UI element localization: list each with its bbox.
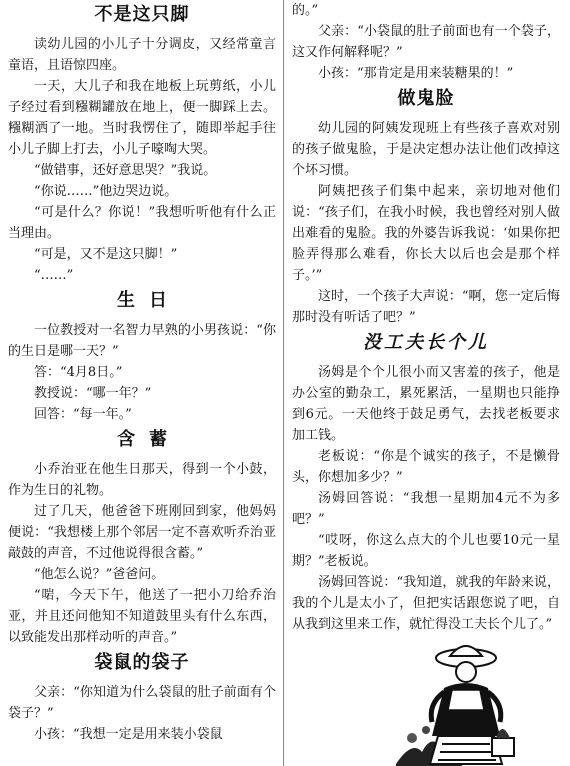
paragraph: 过了几天，他爸爸下班刚回到家，他妈妈便说：“我想楼上那个邻居一定不喜欢听乔治亚敲鼓的声音，不过他说得很含蓄。” — [8, 504, 276, 561]
paragraph: “可是什么？你说！”我想听听他有什么正当理由。 — [8, 205, 276, 241]
paragraph: “哎呀，你这么点大的个儿也要10元一星期？”老板说。 — [292, 533, 560, 569]
story-birthday — [8, 288, 276, 425]
paragraph: 幼儿园的阿姨发现班上有些孩子喜欢对别的孩子做鬼脸，于是决定想办法让他们改掉这个坏习惯。 — [292, 121, 560, 178]
woman-gardening-illustration-icon — [392, 640, 532, 766]
paragraph: 父亲：“小袋鼠的肚子前面也有一个袋子，这又作何解释呢？” — [292, 24, 560, 60]
paragraph: 小乔治亚在他生日那天，得到一个小鼓，作为生日的礼物。 — [8, 462, 276, 498]
left-column — [8, 0, 276, 766]
paragraph: 一位教授对一名智力早熟的小男孩说：“你的生日是哪一天？” — [8, 323, 276, 359]
paragraph: 父亲：“你知道为什么袋鼠的肚子前面有个袋子？” — [8, 685, 276, 721]
story-not-this-foot — [8, 2, 276, 286]
story-title: 不是这只脚 — [94, 4, 190, 25]
paragraph: 汤姆回答说：“我想一星期加4元不为多吧？” — [292, 491, 560, 527]
paragraph: 答：“4月8日。” — [34, 365, 123, 380]
story-kangaroo-pouch-continued — [292, 0, 560, 84]
story-title: 没工夫长个儿 — [363, 332, 489, 353]
paragraph: 老板说：“你是个诚实的孩子，不是懒骨头，你想加多少？” — [292, 449, 560, 485]
story-title: 含蓄 — [117, 429, 181, 450]
paragraph: “做错事，还好意思哭？”我说。 — [34, 163, 217, 178]
story-no-time-to-grow — [292, 330, 560, 635]
paragraph: 小孩：“那肯定是用来装糖果的！” — [318, 66, 514, 81]
paragraph: 汤姆回答说：“我知道，就我的年龄来说，我的个儿是太小了，但把实话跟您说了吧，自从我到这里来工作，就忙得没工夫长个儿了。” — [292, 575, 560, 632]
paragraph: 一天，大儿子和我在地板上玩剪纸，小儿子经过看到糨糊罐放在地上，便一脚踩上去。糨糊洒了一地。当时我愣住了，随即举起手往小儿子脚上打去，小儿子嚎啕大哭。 — [8, 79, 276, 157]
right-column — [292, 0, 560, 766]
story-title: 做鬼脸 — [397, 88, 455, 109]
story-title: 生日 — [117, 290, 181, 311]
story-kangaroo-pouch — [8, 650, 276, 745]
paragraph: 这时，一个孩子大声说：“啊，您一定后悔那时没有听话了吧？” — [292, 289, 560, 325]
paragraph: 回答：“每一年。” — [34, 407, 132, 422]
paragraph: “他怎么说？”爸爸问。 — [34, 567, 165, 582]
paragraph: “可是，又不是这只脚！” — [34, 247, 178, 262]
paragraph: 小孩：“我想一定是用来装小袋鼠 — [34, 727, 223, 742]
story-subtle — [8, 427, 276, 648]
paragraph: “啱，今天下午，他送了一把小刀给乔治亚，并且还问他知不知道鼓里头有什么东西，以致能发出那样动听的声音。” — [8, 588, 276, 645]
paragraph: 读幼儿园的小儿子十分调皮，又经常童言童语，且语惊四座。 — [8, 37, 276, 73]
paragraph: “……” — [34, 268, 74, 283]
paragraph: 阿姨把孩子们集中起来，亲切地对他们说：“孩子们，在我小时候，我也曾经对别人做出难看的鬼脸。我的外婆告诉我说：‘如果你把脸弄得那么难看，你长大以后也会是那个样子。’” — [292, 184, 560, 283]
paragraph: 教授说：“哪一年？” — [34, 386, 152, 401]
column-divider — [283, 0, 284, 766]
paragraph: 汤姆是个个儿很小而又害羞的孩子，他是办公室的勤杂工，累死累活，一星期也只能挣到6元。一天他终于鼓足勇气，去找老板要求加工钱。 — [292, 365, 560, 443]
story-title: 袋鼠的袋子 — [94, 652, 190, 673]
paragraph: “你说……”他边哭边说。 — [34, 184, 178, 199]
paragraph: 的。” — [292, 3, 319, 18]
story-making-faces — [292, 86, 560, 328]
